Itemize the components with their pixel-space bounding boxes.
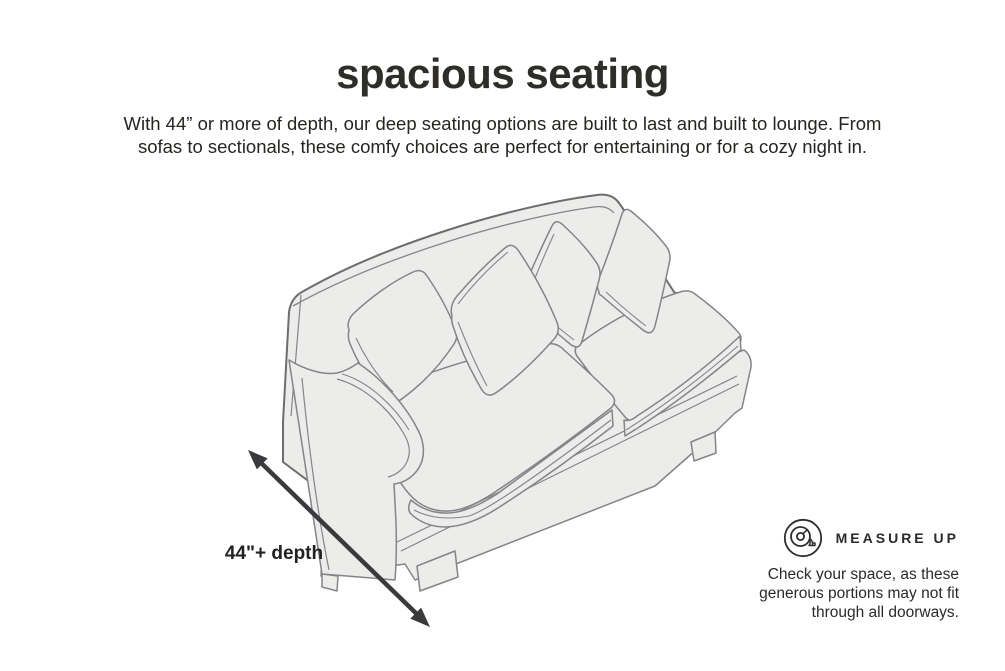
caption-line-2: generous portions may not fit — [759, 585, 959, 602]
measure-up-caption — [689, 565, 959, 622]
intro-line-2: sofas to sectionals, these comfy choices are perfect for entertaining or for a cozy night in. — [137, 136, 868, 157]
depth-measurement-label: 44"+ depth — [224, 543, 324, 564]
measure-up-header-row — [689, 516, 959, 560]
intro-line-1: With 44” or more of depth, our deep seating options are built to last and built to lounge. From — [123, 113, 882, 134]
measure-up-heading: MEASURE UP — [835, 530, 959, 546]
measure-up-callout — [689, 516, 959, 622]
page-title: spacious seating — [336, 50, 669, 97]
intro-paragraph — [0, 112, 1005, 158]
tape-measure-icon — [783, 518, 823, 558]
sofa-foot — [322, 574, 338, 591]
caption-line-1: Check your space, as these — [767, 566, 959, 583]
caption-line-3: through all doorways. — [811, 604, 959, 621]
